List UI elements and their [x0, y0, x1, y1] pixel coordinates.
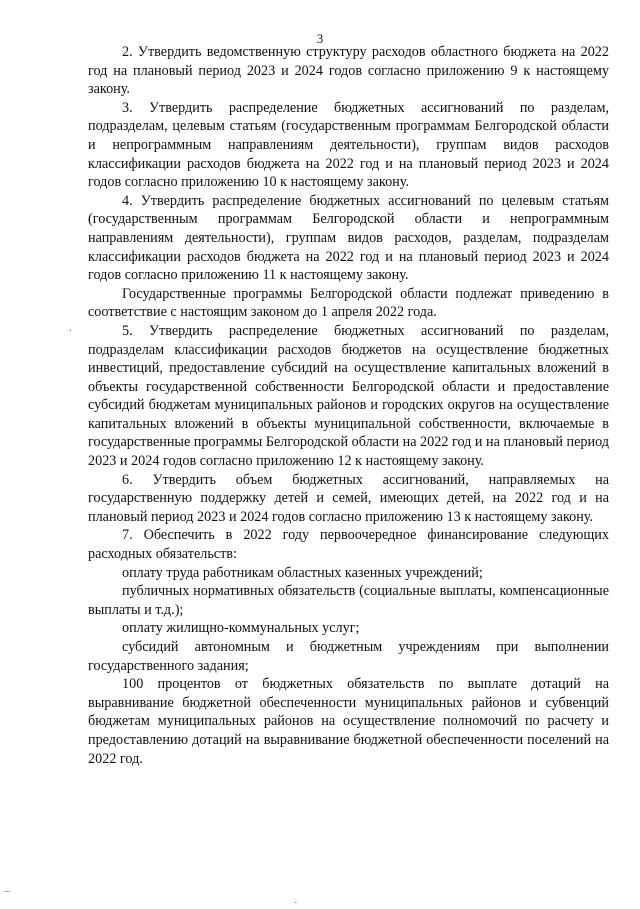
- paragraph-programs-note: Государственные программы Белгородской области подлежат приведению в соответствие с настоящим законом до 1 апреля 2022 года.: [88, 285, 609, 321]
- list-item-equalization: 100 процентов от бюджетных обязательств по выплате дотаций на выравнивание бюджетной обеспеченности муниципальных районов и субвенций бюджетам муниципальных районов на осуществление полномочий по расчету и предоставлению дотаций на выравнивание бюджетной обеспеченности поселений на 2022 год.: [88, 676, 609, 767]
- paragraph-item-2: 2. Утвердить ведомственную структуру расходов областного бюджета на 2022 год на плановый период 2023 и 2024 годов согласно приложению 9 к настоящему закону.: [88, 44, 609, 98]
- paragraph-item-6: 6. Утвердить объем бюджетных ассигнований, направляемых на государственную поддержку детей и семей, имеющих детей, на 2022 год и на плановый период 2023 и 2024 годов согласно приложению 13 к настоящему закону.: [88, 471, 609, 525]
- list-item-public-obligations: публичных нормативных обязательств (социальные выплаты, компенсационные выплаты и т.д.);: [88, 583, 609, 618]
- paragraph-item-7: 7. Обеспечить в 2022 году первоочередное финансирование следующих расходных обязательств:: [88, 527, 609, 563]
- list-item-subsidies: субсидий автономным и бюджетным учреждениям при выполнении государственного задания;: [88, 639, 609, 674]
- list-item-salary: оплату труда работникам областных казенных учреждений;: [122, 564, 483, 581]
- paragraph-item-3: 3. Утвердить распределение бюджетных ассигнований по разделам, подразделам, целевым статьям (государственным программам Белгородской области и непрограммным направлениям деятельности), группам видов расходов классификации расходов бюджета на 2022 год и на плановый период 2023 и 2024 годов согласно приложению 10 к настоящему закону.: [88, 99, 609, 191]
- list-item-utilities: оплату жилищно-коммунальных услуг;: [122, 620, 360, 637]
- scan-mark-bottom-left: –: [4, 885, 10, 897]
- paragraph-item-5: 5. Утвердить распределение бюджетных ассигнований по разделам, подразделам классификации расходов бюджетов на осуществление бюджетных инвестиций, предоставление субсидий на осуществление капитальных вложений в объекты государственной собственности Белгородской области и предоставление субсидий бюджетам муниципальных районов и городских округов на осуществление капитальных вложений в объекты муниципальной собственности, включаемые в государственные программы Белгородской области на 2022 год и на плановый период 2023 и 2024 годов согласно приложению 12 к настоящему закону.: [88, 322, 609, 470]
- scan-mark-left: .: [69, 322, 72, 334]
- scan-mark-bottom: ·: [294, 897, 298, 909]
- document-body: [88, 43, 609, 768]
- paragraph-item-4: 4. Утвердить распределение бюджетных ассигнований по целевым статьям (государственным программам Белгородской области и непрограммным направлениям деятельности), группам видов расходов, разделам, подразделам классификации расходов бюджета на 2022 год и на плановый период 2023 и 2024 годов согласно приложению 11 к настоящему закону.: [88, 192, 609, 284]
- page-number: 3: [316, 31, 324, 46]
